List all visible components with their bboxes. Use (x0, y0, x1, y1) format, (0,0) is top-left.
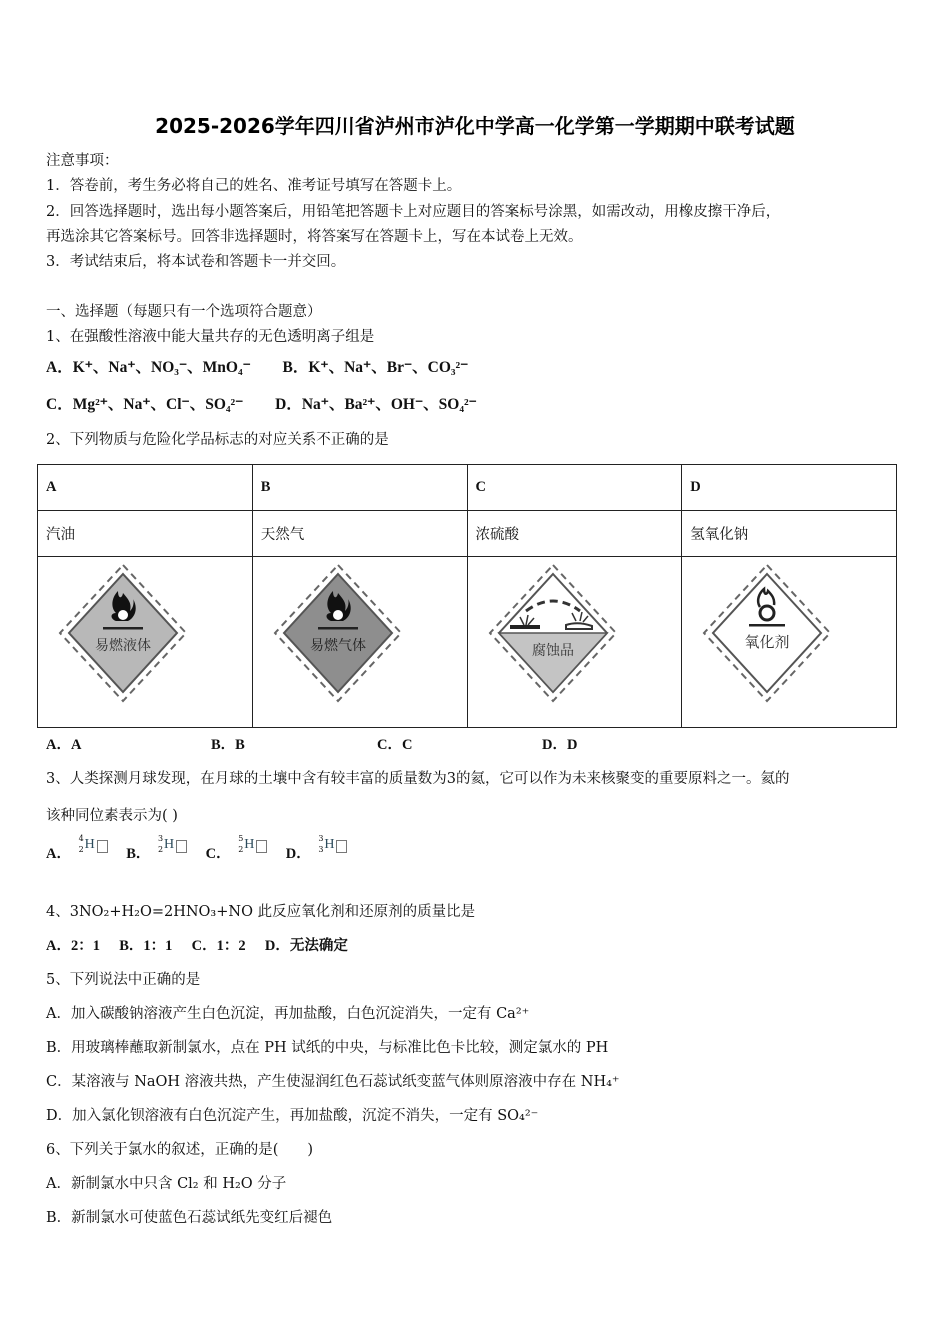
question-1-options-row-1 (46, 358, 468, 378)
question-2-answer-c[interactable]: C．C (377, 737, 413, 753)
table-cell-substance-d: 氢氧化钠 (682, 511, 897, 557)
svg-text:易燃液体: 易燃液体 (95, 638, 151, 654)
nuclide-notation: 3 2 H (155, 838, 189, 860)
notes-heading: 注意事项： (46, 153, 119, 169)
svg-text:氧化剂: 氧化剂 (744, 633, 790, 651)
question-3-stem-line-1: 3、人类探测月球发现，在月球的土壤中含有较丰富的质量数为3的氦，它可以作为未来核聚变的重要原料之一。氦的 (46, 771, 790, 787)
question-6-option-b[interactable]: B．新制氯水可使蓝色石蕊试纸先变红后褪色 (46, 1210, 333, 1226)
question-1-option-b[interactable]: B．K⁺、Na⁺、Br⁻、CO₃²⁻ (282, 359, 469, 376)
question-1-option-d[interactable]: D．Na⁺、Ba²⁺、OH⁻、SO₄²⁻ (275, 396, 477, 413)
table-cell-header-b: B (252, 465, 467, 511)
table-row-header (38, 465, 897, 511)
section-heading: 一、选择题（每题只有一个选项符合题意） (46, 304, 322, 320)
table-row-substance (38, 511, 897, 557)
question-6-option-a[interactable]: A．新制氯水中只含 Cl₂ 和 H₂O 分子 (46, 1176, 287, 1192)
oxidizer-sign-icon (702, 563, 832, 703)
question-2-stem: 2、下列物质与危险化学品标志的对应关系不正确的是 (46, 432, 389, 448)
svg-text:腐蚀品: 腐蚀品 (531, 643, 574, 659)
question-3-options (46, 834, 361, 863)
question-6-stem: 6、下列关于氯水的叙述，正确的是( ) (46, 1142, 314, 1158)
nuclide-notation: 5 2 H (235, 838, 269, 860)
note-item-2-cont: 再选涂其它答案标号。回答非选择题时，将答案写在答题卡上，写在本试卷上无效。 (46, 229, 583, 245)
nuclide-notation: 3 3 H (315, 838, 349, 860)
question-2-answer-b[interactable]: B．B (211, 737, 245, 753)
table-cell-header-a: A (38, 465, 253, 511)
question-3-option-d[interactable]: D． 3 3 H (286, 838, 350, 863)
table-cell-sign-b (252, 557, 467, 728)
table-cell-sign-c (467, 557, 682, 728)
question-3-option-c[interactable]: C． 5 2 H (206, 838, 270, 863)
svg-text:易燃气体: 易燃气体 (309, 638, 366, 654)
question-3-option-b[interactable]: B． 3 2 H (126, 838, 189, 863)
nuclide-notation: 4 2 H (76, 838, 110, 860)
table-cell-sign-d (682, 557, 897, 728)
hazard-sign-table (37, 464, 897, 728)
note-item-2: 2．回答选择题时，选出每小题答案后，用铅笔把答题卡上对应题目的答案标号涂黑，如需改动，用橡皮擦干净后， (46, 204, 781, 220)
question-4-option-a[interactable]: A．2：1 (46, 938, 100, 954)
question-5-stem: 5、下列说法中正确的是 (46, 972, 201, 988)
question-5-option-b[interactable]: B．用玻璃棒蘸取新制氯水，点在 PH 试纸的中央，与标准比色卡比较，测定氯水的 PH (46, 1040, 609, 1056)
question-5-option-c[interactable]: C．某溶液与 NaOH 溶液共热，产生使湿润红色石蕊试纸变蓝气体则原溶液中存在 NH₄⁺ (46, 1074, 620, 1090)
table-cell-header-d: D (682, 465, 897, 511)
exam-title: 2025-2026学年四川省泸州市泸化中学高一化学第一学期期中联考试题 (155, 114, 795, 138)
question-1-option-c[interactable]: C．Mg²⁺、Na⁺、Cl⁻、SO₄²⁻ (46, 396, 244, 413)
table-cell-sign-a (38, 557, 253, 728)
question-3-stem-line-2: 该种同位素表示为( ) (46, 808, 178, 824)
question-3-option-a[interactable]: A． 4 2 H (46, 838, 110, 863)
question-4-option-c[interactable]: C．1：2 (191, 938, 246, 954)
question-5-option-d[interactable]: D．加入氯化钡溶液有白色沉淀产生，再加盐酸，沉淀不消失，一定有 SO₄²⁻ (46, 1108, 539, 1124)
note-item-1: 1．答卷前，考生务必将自己的姓名、准考证号填写在答题卡上。 (46, 178, 462, 194)
corrosive-sign-icon (488, 563, 618, 703)
flammable-gas-sign-icon (273, 563, 403, 703)
table-cell-substance-c: 浓硫酸 (467, 511, 682, 557)
question-1-option-a[interactable]: A．K⁺、Na⁺、NO₃⁻、MnO₄⁻ (46, 359, 251, 376)
flammable-liquid-sign-icon (58, 563, 188, 703)
table-cell-substance-a: 汽油 (38, 511, 253, 557)
question-4-option-d[interactable]: D．无法确定 (264, 938, 348, 954)
question-2-answer-a[interactable]: A．A (46, 737, 82, 753)
question-1-stem: 1、在强酸性溶液中能大量共存的无色透明离子组是 (46, 329, 375, 345)
question-4-options (46, 936, 348, 956)
table-cell-substance-b: 天然气 (252, 511, 467, 557)
question-4-stem: 4、3NO₂+H₂O=2HNO₃+NO 此反应氧化剂和还原剂的质量比是 (46, 904, 476, 920)
question-5-option-a[interactable]: A．加入碳酸钠溶液产生白色沉淀，再加盐酸，白色沉淀消失，一定有 Ca²⁺ (46, 1006, 530, 1022)
question-4-option-b[interactable]: B．1：1 (119, 938, 173, 954)
question-2-answer-d[interactable]: D．D (542, 737, 578, 753)
note-item-3: 3．考试结束后，将本试卷和答题卡一并交回。 (46, 254, 346, 270)
table-cell-header-c: C (467, 465, 682, 511)
question-1-options-row-2 (46, 395, 477, 415)
table-row-signs (38, 557, 897, 728)
